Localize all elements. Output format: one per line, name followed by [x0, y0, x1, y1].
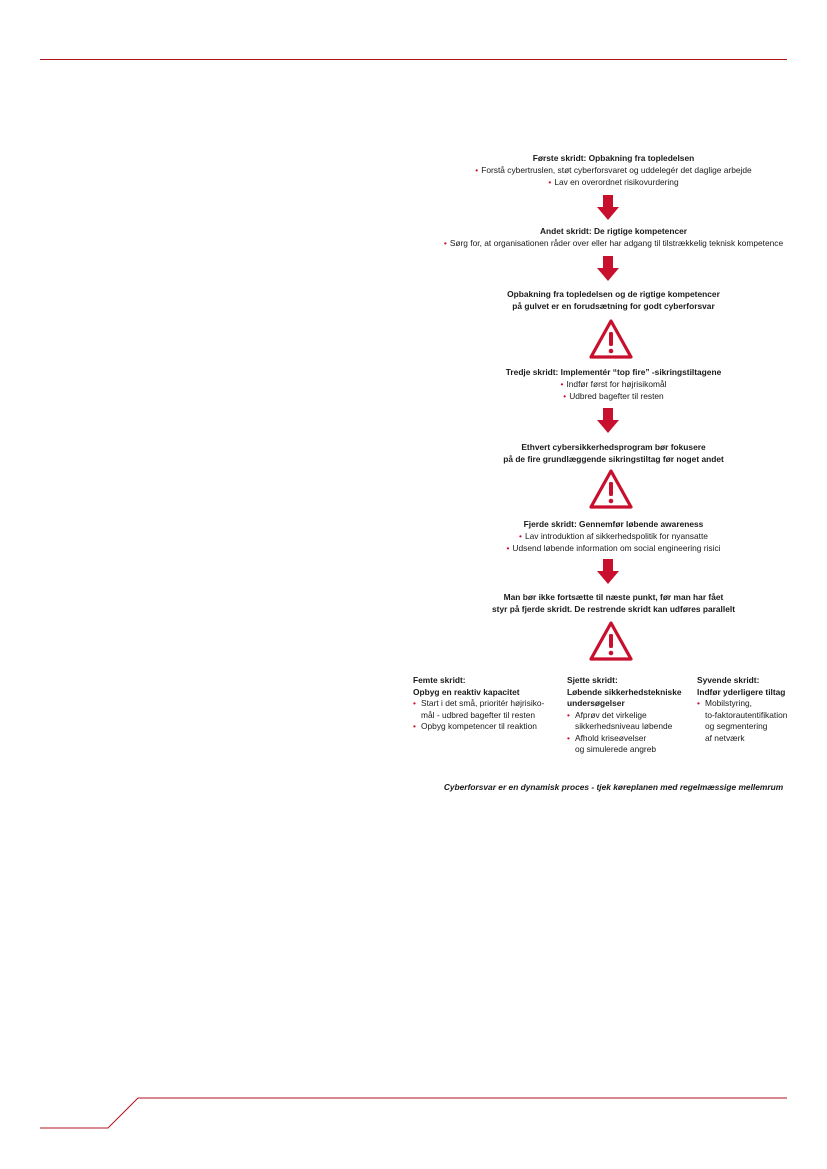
bullet-dot: • — [506, 543, 510, 553]
bullet-dot: • — [563, 391, 567, 401]
note-2: Ethvert cybersikkerhedsprogram bør fokusere på de fire grundlæggende sikringstiltag før noget andet — [503, 442, 724, 464]
step-6-bullet: • Afprøv det virkelige sikkerhedsniveau løbende — [567, 709, 673, 731]
bullet-dot: • — [413, 721, 416, 731]
bullet-dot: • — [443, 238, 447, 248]
warning-triangle-icon — [588, 468, 634, 510]
closing-note: Cyberforsvar er en dynamisk proces - tjek køreplanen med regelmæssige mellemrum — [443, 782, 784, 792]
header-rule — [40, 59, 787, 60]
down-arrow-icon — [596, 195, 620, 221]
bullet-dot: • — [560, 379, 564, 389]
bullet-dot: • — [567, 709, 570, 720]
step-4-bullet: • Udsend løbende information om social engineering risici — [506, 543, 721, 553]
step-3-title: Tredje skridt: Implementér “top fire” -sikringstiltagene — [505, 367, 722, 377]
step-6: Sjette skridt: Løbende sikkerhedstekniske undersøgelser • Afprøv det virkelige sikkerhedsniveau løbende • Afhold kriseøvelser og simulerede angreb — [567, 675, 695, 756]
step-6-bullet: • Afhold kriseøvelser og simulerede angreb — [567, 732, 657, 754]
step-2 — [400, 225, 827, 249]
note-3: Man bør ikke fortsætte til næste punkt, før man har fået styr på fjerde skridt. De restrende skridt kan udføres parallelt — [492, 592, 735, 614]
step-2-bullet: • Sørg for, at organisationen råder over eller har adgang til tilstrækkelig teknisk kompetence — [443, 238, 784, 248]
step-4-title: Fjerde skridt: Gennemfør løbende awareness — [523, 519, 704, 529]
step-1-title: Første skridt: Opbakning fra topledelsen — [532, 153, 695, 163]
bullet-dot: • — [697, 698, 700, 708]
warning-triangle-icon — [588, 620, 634, 662]
step-5: Femte skridt: Opbyg en reaktiv kapacitet • Start i det små, prioritér højrisiko- mål - udbred bagefter til resten • Opbyg kompetencer til reaktion — [413, 675, 563, 733]
step-1-bullet: • Forstå cybertruslen, støt cyberforsvaret og uddelegér det daglige arbejde — [475, 165, 752, 175]
step-5-bullet: • Opbyg kompetencer til reaktion — [413, 721, 537, 731]
step-3-bullet: • Udbred bagefter til resten — [563, 391, 664, 401]
step-3 — [400, 366, 827, 402]
down-arrow-icon — [596, 559, 620, 585]
bullet-dot: • — [413, 698, 416, 708]
bullet-dot: • — [519, 531, 522, 541]
step-2-title: Andet skridt: De rigtige kompetencer — [539, 226, 688, 236]
step-3-bullet: • Indfør først for højrisikomål — [560, 379, 667, 389]
down-arrow-icon — [596, 256, 620, 282]
bullet-dot: • — [548, 177, 552, 187]
bullet-dot: • — [475, 165, 479, 175]
warning-triangle-icon — [588, 318, 634, 360]
step-4 — [400, 518, 827, 554]
down-arrow-icon — [596, 408, 620, 434]
bullet-dot: • — [567, 732, 570, 743]
step-1 — [400, 152, 827, 188]
footer-rule — [0, 1090, 827, 1140]
note-1: Opbakning fra topledelsen og de rigtige kompetencer på gulvet er en forudsætning for godt cyberforsvar — [507, 289, 720, 311]
step-7: Syvende skridt: Indfør yderligere tiltag • Mobilstyring, to-faktorautentifikation og segmentering af netværk — [697, 675, 823, 744]
step-1-bullet: • Lav en overordnet risikovurdering — [548, 177, 679, 187]
step-5-bullet: • Start i det små, prioritér højrisiko- mål - udbred bagefter til resten — [413, 698, 545, 720]
step-4-bullet: • Lav introduktion af sikkerhedspolitik for nyansatte — [519, 531, 708, 541]
step-7-bullet: • Mobilstyring, to-faktorautentifikation og segmentering af netværk — [697, 698, 788, 743]
